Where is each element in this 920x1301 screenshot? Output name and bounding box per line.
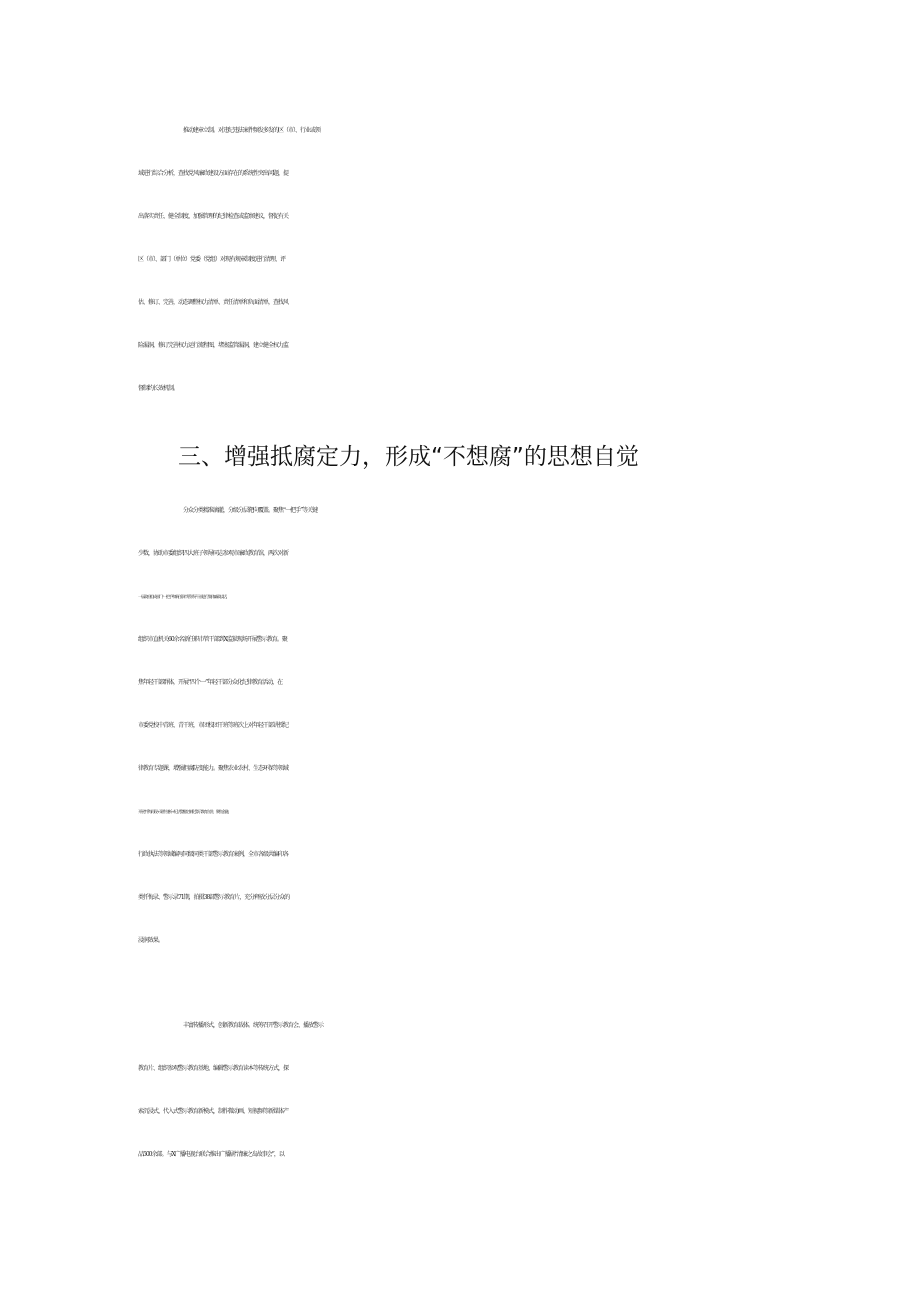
text-line: 少数，协助市委组织四大班子领导同志参观市廉政教育馆，两次对新: [138, 550, 289, 557]
text-line: 丰富传播形式，创新教育载体。统筹召开警示教育会、播放警示: [183, 1022, 324, 1029]
text-line: 开展“忏悔再现+案件剖析+纪法警醒定制化警示教育宣讲，聚焦金融、: [138, 809, 231, 814]
text-line: 行政执法等领域编写同级同类干部警示教育案例，全市各级共编印各: [138, 851, 289, 858]
text-line: 域进行综合分析，查找党风廉政建设方面存在的系统性突出问题，提: [138, 170, 289, 177]
text-line: 组织市直机关60余名新任职市管干部到X监狱现场开展警示教育。聚: [138, 636, 287, 643]
text-line: 律教育专题课，增强拒腐防变能力。聚焦农业农村、生态环保等领域: [138, 765, 289, 772]
text-line: 区（市）、部门（单位）党委（党组）对现有规章制度进行清理、评: [138, 256, 286, 263]
text-line: 出落实责任、健全制度、加强管理的纪律检查或监察建议，督促有关: [138, 213, 289, 220]
text-line: 浸润效果。: [138, 937, 164, 944]
text-line: 索沉浸式、代入式警示教育新模式，制作微动画、短视频等新媒体产: [138, 1108, 289, 1115]
text-line: 险漏洞，修订完善权力运行流程图，堵塞监管漏洞，建立健全权力监: [138, 342, 289, 349]
text-line: 推动建章立制。对违纪违法案件频发多发的区（市）、行业或领: [183, 127, 321, 134]
text-line: 教育片、组织参观警示教育基地、编辑警示教育读本等传统方式，探: [138, 1065, 289, 1072]
text-line: 督制约长效机制。: [138, 385, 179, 392]
text-line: 焦年轻干部群体，开展“四个一”年轻干部分众化纪律教育活动，在: [138, 679, 283, 686]
text-line: 分众分类精准滴灌，分级分层靶向覆盖。聚焦“一把手”等关键: [183, 507, 318, 514]
text-line: 类忏悔录、警示录71期，拍摄38部警示教育片，充分释放分层分众的: [138, 894, 290, 901]
text-line: 一届政府组成部门"一把手''和新任职市管领导干部进行集体廉政谈话，: [138, 594, 230, 599]
text-line: 估、修订、完善，动态调整权力清单、责任清单和负面清单，查找风: [138, 299, 289, 306]
section-heading: 三、增强抵腐定力，形成“不想腐”的思想自觉: [178, 444, 639, 470]
text-line: 市委党校中青班、青干班，市团校团干班等班次上对年轻干部讲授纪: [138, 722, 289, 729]
text-line: 品500余部。与X广播电视台联合推出广播剧“清廉之岛故事会”，以: [138, 1151, 284, 1158]
